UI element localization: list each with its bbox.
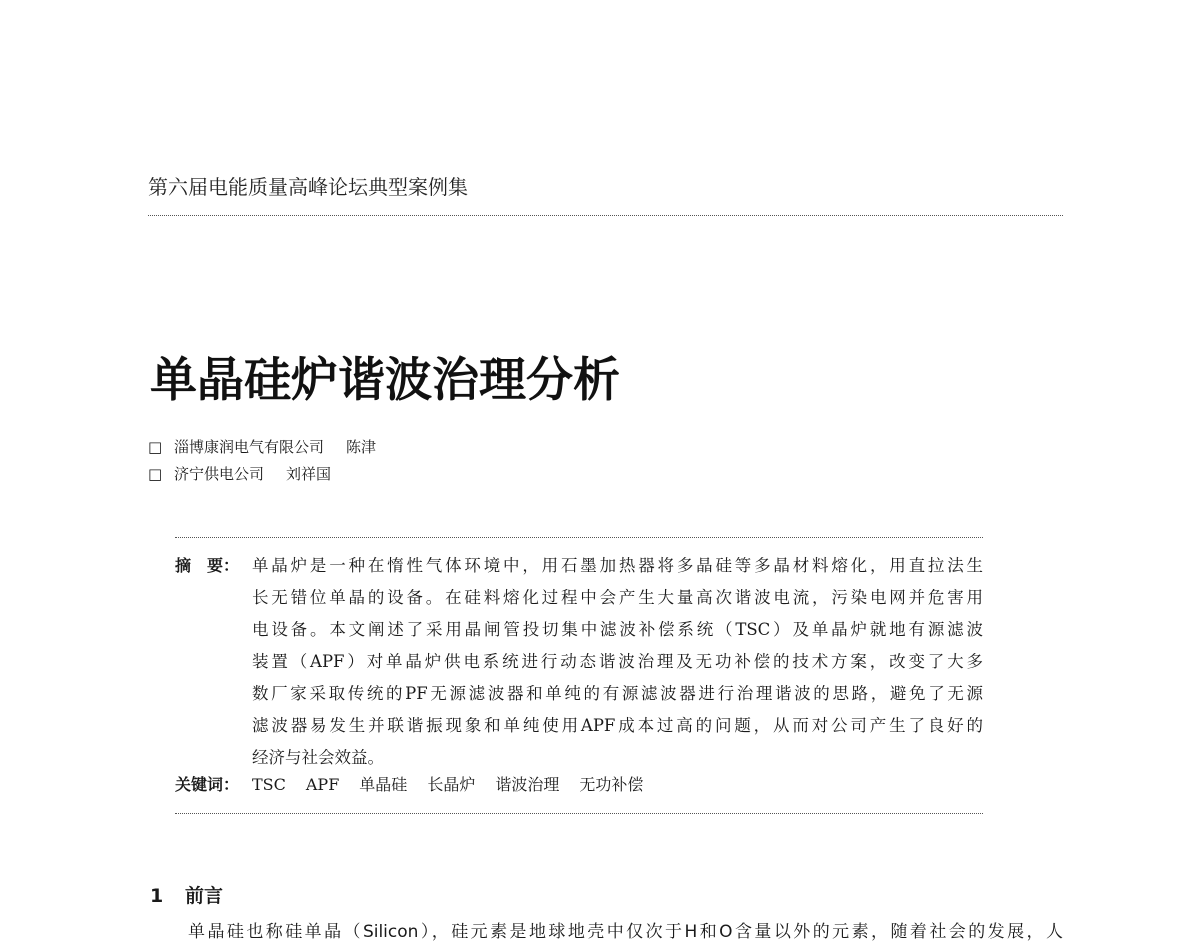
section-title: 前言 [185, 885, 224, 907]
checkbox-bullet-icon: □ [148, 438, 163, 456]
abstract-bottom-divider [175, 813, 983, 814]
paper-title: 单晶硅炉谐波治理分析 [150, 353, 620, 408]
abstract-line: 装置（APF）对单晶炉供电系统进行动态谐波治理及无功补偿的技术方案，改变了大多 [252, 652, 983, 671]
keyword: 谐波治理 [495, 775, 560, 794]
abstract-label: 摘 要： [175, 556, 240, 575]
section-number: 1 [150, 885, 164, 907]
keyword: 单晶硅 [359, 775, 408, 794]
author-name: 刘祥国 [286, 465, 332, 483]
running-header: 第六届电能质量高峰论坛典型案例集 [148, 175, 468, 199]
section-heading [150, 882, 223, 910]
author-name: 陈津 [346, 438, 377, 456]
header-divider [148, 215, 1063, 216]
author-organization: 淄博康润电气有限公司 [174, 438, 325, 456]
keyword: APF [305, 775, 340, 794]
checkbox-bullet-icon: □ [148, 465, 163, 483]
body-paragraph-line: 单晶硅也称硅单晶（Silicon），硅元素是地球地壳中仅次于H和O含量以外的元素，随着社会的发展，人 [188, 922, 1063, 942]
abstract-line: 长无错位单晶的设备。在硅料熔化过程中会产生大量高次谐波电流，污染电网并危害用 [252, 588, 983, 607]
keywords-row [175, 769, 663, 801]
author-organization: 济宁供电公司 [174, 465, 265, 483]
abstract-line: 电设备。本文阐述了采用晶闸管投切集中滤波补偿系统（TSC）及单晶炉就地有源滤波 [252, 620, 983, 639]
keyword: 无功补偿 [579, 775, 644, 794]
keyword: TSC [252, 775, 286, 794]
abstract-top-divider [175, 537, 983, 538]
author-entry [148, 435, 376, 459]
keyword: 长晶炉 [427, 775, 476, 794]
keywords-label: 关键词： [175, 775, 240, 794]
abstract-line: 滤波器易发生并联谐振现象和单纯使用APF成本过高的问题，从而对公司产生了良好的 [252, 716, 983, 735]
abstract-line: 经济与社会效益。 [252, 748, 384, 767]
author-entry [148, 462, 331, 486]
abstract-line: 数厂家采取传统的PF无源滤波器和单纯的有源滤波器进行治理谐波的思路，避免了无源 [252, 684, 983, 703]
abstract-line: 单晶炉是一种在惰性气体环境中，用石墨加热器将多晶硅等多晶材料熔化，用直拉法生 [252, 556, 983, 575]
